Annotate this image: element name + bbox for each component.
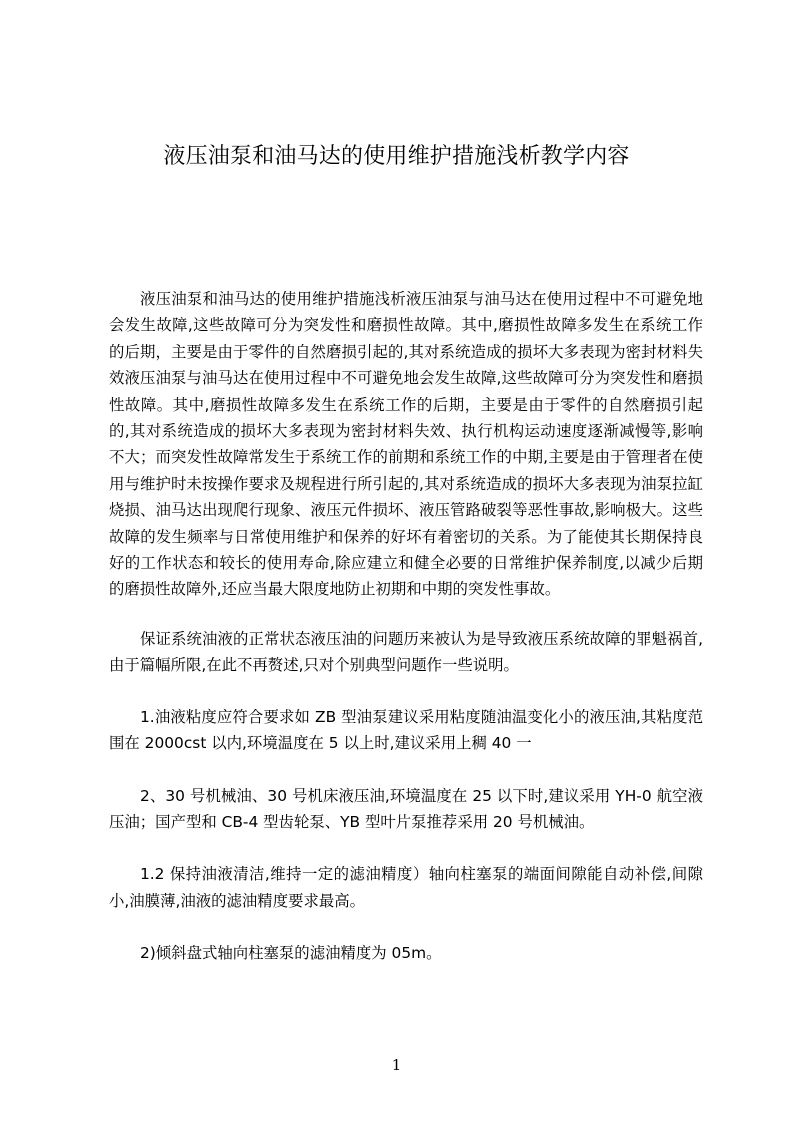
paragraph-intro: 液压油泵和油马达的使用维护措施浅析液压油泵与油马达在使用过程中不可避免地会发生故障,这些故障可分为突发性和磨损性故障。其中,磨损性故障多发生在系统工作的后期，主要是由于零件的自然磨损引起的,其对系统造成的损坏大多表现为密封材料失效液压油泵与油马达在使用过程中不可避免地会发生故障,这些故障可分为突发性和磨损性故障。其中,磨损性故障多发生在系统工作的后期，主要是由于零件的自然磨损引起的,其对系统造成的损坏大多表现为密封材料失效、执行机构运动速度逐渐减慢等,影响不大；而突发性故障常发生于系统工作的前期和系统工作的中期,主要是由于管理者在使用与维护时未按操作要求及规程进行所引起的,其对系统造成的损坏大多表现为油泵拉缸烧损、油马达出现爬行现象、液压元件损坏、液压管路破裂等恶性事故,影响极大。这些故障的发生频率与日常使用维护和保养的好坏有着密切的关系。为了能使其长期保持良好的工作状态和较长的使用寿命,除应建立和健全必要的日常维护保养制度,以减少后期的磨损性故障外,还应当最大限度地防止初期和中期的突发性事故。 <box>109 290 703 599</box>
page-number: 1 <box>391 1056 402 1074</box>
paragraph-filter-precision: 2)倾斜盘式轴向柱塞泵的滤油精度为 05m。 <box>140 944 442 963</box>
document-body <box>109 286 703 967</box>
paragraph-oil-condition: 保证系统油液的正常状态液压油的问题历来被认为是导致液压系统故障的罪魁祸首,由于篇幅所限,在此不再赘述,只对个别典型问题作一些说明。 <box>109 629 703 675</box>
paragraph-cleanliness: 1.2 保持油液清洁,维持一定的滤油精度）轴向柱塞泵的端面间隙能自动补偿,间隙小,油膜薄,油液的滤油精度要求最高。 <box>109 865 703 910</box>
page-title: 液压油泵和油马达的使用维护措施浅析教学内容 <box>163 144 630 169</box>
paragraph-oil-types: 2、30 号机械油、30 号机床液压油,环境温度在 25 以下时,建议采用 YH-0 航空液压油；国产型和 CB-4 型齿轮泵、YB 型叶片泵推荐采用 20 号机械油。 <box>109 786 703 831</box>
paragraph-viscosity: 1.油液粘度应符合要求如 ZB 型油泵建议采用粘度随油温变化小的液压油,其粘度范围在 2000cst 以内,环境温度在 5 以上时,建议采用上稠 40 一 <box>109 707 703 753</box>
